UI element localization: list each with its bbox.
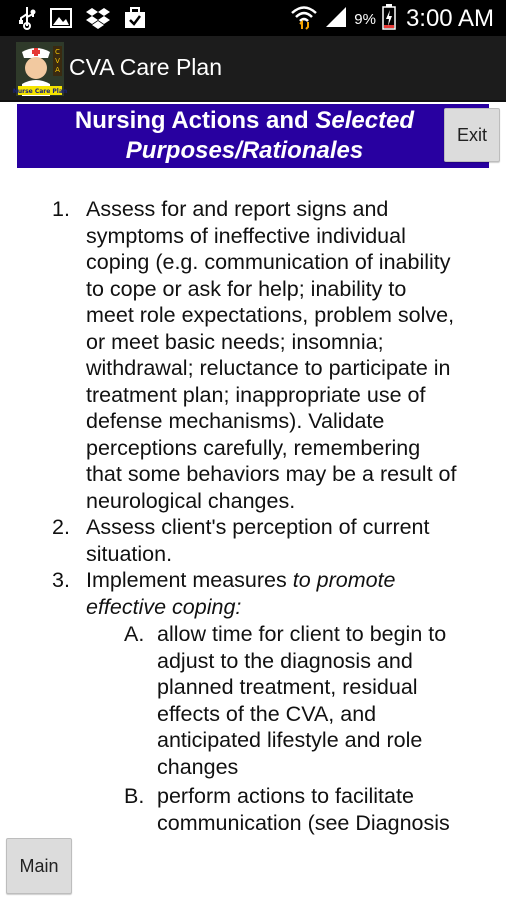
usb-icon xyxy=(18,6,36,30)
sub-item-text xyxy=(157,783,492,836)
header-plain-text: Nursing Actions and xyxy=(74,107,316,134)
item-line: that some behaviors may be a result of xyxy=(86,462,457,486)
action-bar xyxy=(0,36,506,102)
item-line: changes xyxy=(157,754,239,779)
item-line xyxy=(86,567,496,594)
system-status xyxy=(290,4,494,34)
section-header xyxy=(17,104,489,168)
item-line: perform actions to facilitate xyxy=(157,784,414,808)
item-line: to cope or ask for help; inability to xyxy=(86,276,407,301)
item-line: Assess client's perception of current xyxy=(86,515,430,539)
sub-item-letter: B. xyxy=(124,784,145,808)
status-bar xyxy=(0,0,506,36)
image-icon xyxy=(50,8,72,28)
item-line: anticipated lifestyle and role xyxy=(157,728,423,752)
item-number: 3. xyxy=(52,568,70,592)
item-italic-text: to promote xyxy=(292,568,396,592)
item-text xyxy=(86,196,496,514)
main-button[interactable]: Main xyxy=(6,838,72,894)
dropbox-icon xyxy=(86,7,110,29)
item-line: symptoms of ineffective individual xyxy=(86,223,406,248)
item-line: neurological changes. xyxy=(86,488,296,513)
svg-text:C: C xyxy=(55,48,60,56)
svg-text:Nurse Care Plan: Nurse Care Plan xyxy=(12,88,68,95)
item-line: coping (e.g. communication of inability xyxy=(86,250,451,274)
app-title: CVA Care Plan xyxy=(69,54,222,80)
item-line: perceptions carefully, remembering xyxy=(86,435,421,460)
item-line: or meet basic needs; insomnia; xyxy=(86,329,384,354)
item-line: defense mechanisms). Validate xyxy=(86,409,385,433)
sub-item-text xyxy=(157,621,492,780)
notification-icons xyxy=(18,6,146,30)
sub-item-letter: A. xyxy=(124,622,145,646)
content-scroll[interactable] xyxy=(0,190,506,835)
header-line-2 xyxy=(17,136,472,166)
item-italic-text: effective coping: xyxy=(86,594,242,619)
item-line: treatment plan; inappropriate use of xyxy=(86,382,426,407)
item-line: planned treatment, residual xyxy=(157,675,418,699)
item-line: communication (see Diagnosis xyxy=(157,810,450,835)
item-line: situation. xyxy=(86,541,173,566)
item-line: Assess for and report signs and xyxy=(86,197,389,221)
header-italic-text-2: Purposes/Rationales xyxy=(125,137,364,164)
briefcase-check-icon xyxy=(124,7,146,29)
nurse-app-icon[interactable] xyxy=(12,42,68,96)
item-line: meet role expectations, problem solve, xyxy=(86,303,455,327)
item-text xyxy=(86,514,496,567)
svg-text:A: A xyxy=(55,66,60,74)
header-italic-text: Selected xyxy=(315,107,415,134)
wifi-icon xyxy=(290,4,318,34)
clock: 3:00 AM xyxy=(405,5,494,32)
svg-text:V: V xyxy=(55,57,60,65)
item-line: effects of the CVA, and xyxy=(157,701,377,726)
item-plain-text: Implement measures xyxy=(86,568,293,592)
signal-icon xyxy=(324,5,348,33)
item-line: withdrawal; reluctance to participate in xyxy=(86,356,451,380)
item-line xyxy=(86,594,496,621)
item-number: 2. xyxy=(52,515,70,539)
header-line-1 xyxy=(17,106,472,136)
battery-percent: 9% xyxy=(354,10,376,28)
item-line: adjust to the diagnosis and xyxy=(157,648,413,673)
item-number: 1. xyxy=(52,197,70,221)
item-line: allow time for client to begin to xyxy=(157,622,447,646)
battery-charging-icon xyxy=(382,4,396,34)
exit-button[interactable]: Exit xyxy=(444,108,500,162)
item-text xyxy=(86,567,496,620)
